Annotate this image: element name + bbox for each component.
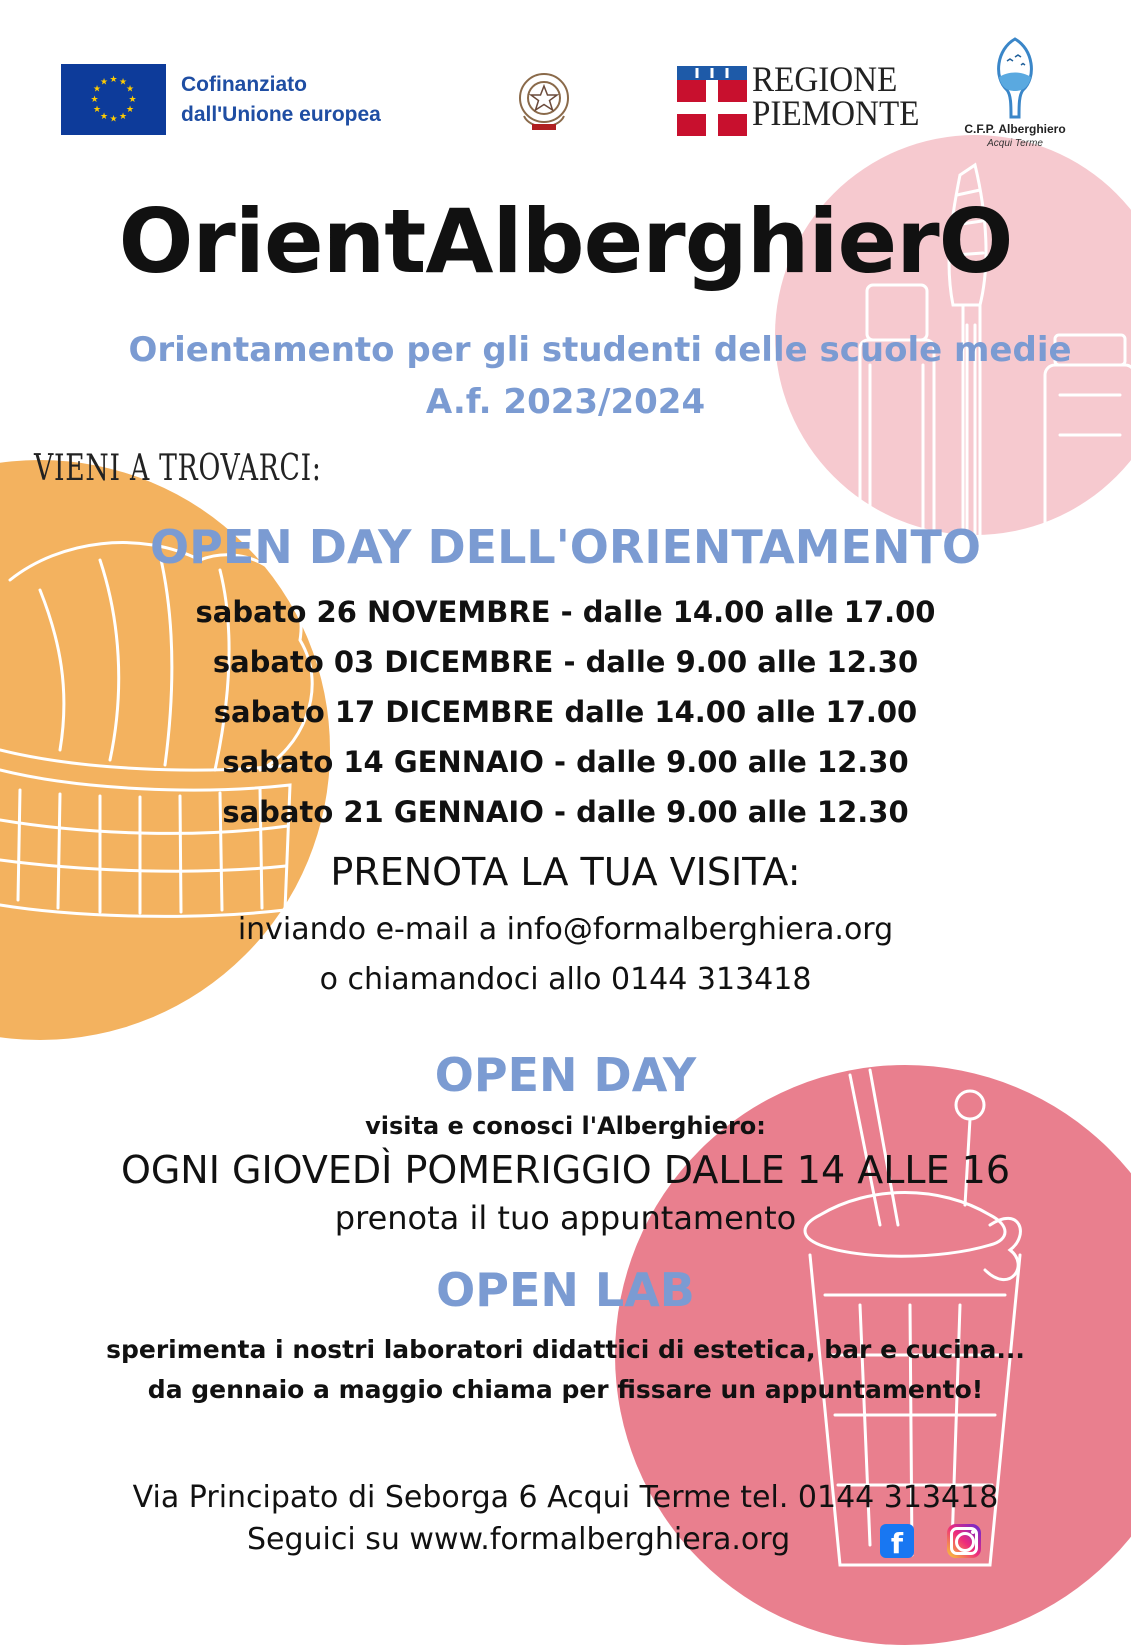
- regione-piemonte-logo-icon: [677, 66, 747, 136]
- svg-text:★: ★: [92, 84, 102, 95]
- open-day-date: sabato 26 NOVEMBRE - dalle 14.00 alle 17.00: [195, 595, 936, 629]
- svg-text:★: ★: [99, 77, 109, 88]
- open-day-heading: OPEN DAY: [434, 1048, 697, 1102]
- svg-text:★: ★: [128, 95, 137, 105]
- svg-text:★: ★: [90, 95, 99, 105]
- eu-cofinancing-label: [181, 70, 381, 130]
- svg-text:★: ★: [109, 75, 118, 85]
- open-day-date: sabato 03 DICEMBRE - dalle 9.00 alle 12.30: [212, 645, 919, 679]
- open-day-booking-note: prenota il tuo appuntamento: [334, 1199, 797, 1237]
- facebook-glyph: f: [890, 1527, 904, 1558]
- eu-flag-icon: [61, 64, 166, 135]
- open-day-schedule: OGNI GIOVEDÌ POMERIGGIO DALLE 14 ALLE 16: [120, 1148, 1011, 1192]
- school-name: C.F.P. Alberghiero: [964, 122, 1066, 136]
- school-town: Acqui Terme: [987, 138, 1043, 149]
- open-lab-heading: OPEN LAB: [436, 1263, 695, 1317]
- facebook-icon[interactable]: [880, 1524, 914, 1558]
- booking-title: PRENOTA LA TUA VISITA:: [330, 850, 801, 894]
- svg-text:★: ★: [125, 105, 135, 115]
- cfp-alberghiero-logo-icon: [985, 35, 1045, 120]
- svg-text:★: ★: [99, 112, 109, 122]
- academic-year: A.f. 2023/2024: [425, 382, 706, 422]
- svg-text:★: ★: [118, 77, 128, 88]
- open-day-date: sabato 14 GENNAIO - dalle 9.00 alle 12.30: [222, 745, 909, 779]
- svg-text:★: ★: [109, 114, 118, 125]
- svg-text:★: ★: [92, 105, 102, 115]
- subtitle: Orientamento per gli studenti delle scuole medie: [128, 330, 1072, 370]
- booking-phone-line[interactable]: o chiamandoci allo 0144 313418: [319, 962, 812, 997]
- italian-emblem-icon: [512, 66, 576, 136]
- footer-address: Via Principato di Seborga 6 Acqui Terme tel. 0144 313418: [132, 1480, 999, 1515]
- open-day-subtitle: visita e conosci l'Alberghiero:: [365, 1112, 766, 1140]
- svg-text:★: ★: [125, 84, 135, 95]
- open-day-date: sabato 17 DICEMBRE dalle 14.00 alle 17.00: [213, 695, 918, 729]
- instagram-icon[interactable]: [947, 1524, 981, 1558]
- footer-website-link[interactable]: Seguici su www.formalberghiera.org: [247, 1522, 791, 1557]
- booking-email-line[interactable]: inviando e-mail a info@formalberghiera.org: [237, 912, 894, 947]
- open-day-date: sabato 21 GENNAIO - dalle 9.00 alle 12.30: [222, 795, 909, 829]
- orientation-open-day-heading: OPEN DAY DELL'ORIENTAMENTO: [150, 520, 981, 574]
- eu-line-2: dall'Unione europea: [181, 103, 381, 126]
- eu-line-1: Cofinanziato: [181, 73, 307, 96]
- open-lab-period: da gennaio a maggio chiama per fissare un appuntamento!: [147, 1375, 984, 1404]
- region-line-1: REGIONE: [752, 59, 898, 99]
- regione-piemonte-label: [752, 59, 920, 133]
- page-title: OrientAlberghierO: [118, 190, 1013, 293]
- open-lab-description: sperimenta i nostri laboratori didattici di estetica, bar e cucina...: [106, 1335, 1025, 1364]
- cocktail-glass-sketch-icon: [780, 1065, 1131, 1600]
- vieni-a-trovarci-label: VIENI A TROVARCI:: [34, 448, 322, 489]
- region-line-2: PIEMONTE: [752, 93, 920, 133]
- svg-text:★: ★: [118, 112, 128, 122]
